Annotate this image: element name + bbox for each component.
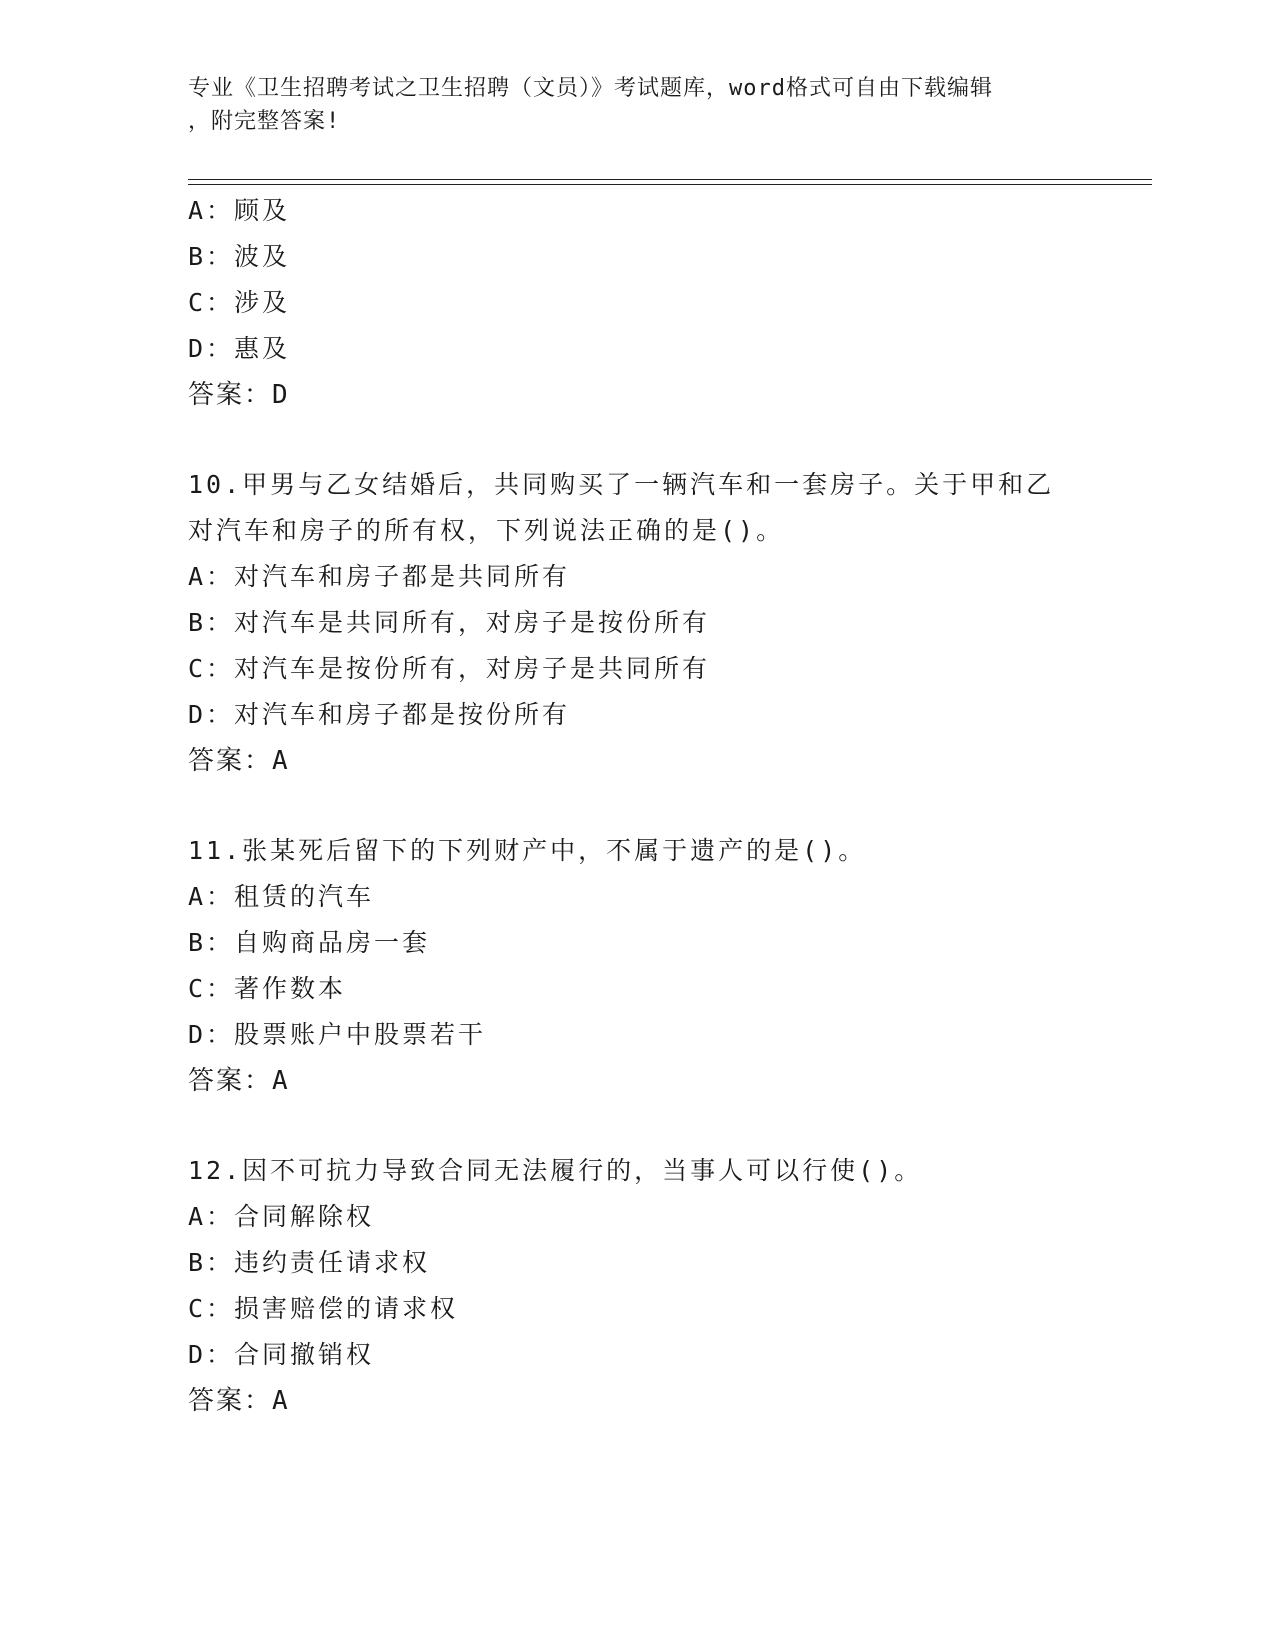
- question-11: [188, 828, 1152, 1104]
- header-divider-bottom: [188, 184, 1152, 185]
- option-d: D：对汽车和房子都是按份所有: [188, 700, 571, 729]
- option-d: D：股票账户中股票若干: [188, 1020, 487, 1049]
- answer: 答案：A: [188, 1386, 290, 1416]
- option-a: A：对汽车和房子都是共同所有: [188, 562, 571, 591]
- answer: 答案：A: [188, 746, 290, 776]
- option-c: C：对汽车是按份所有，对房子是共同所有: [188, 654, 711, 683]
- question-list: [188, 188, 1152, 1424]
- document-header: [188, 72, 1068, 138]
- question-stem: 12.因不可抗力导致合同无法履行的，当事人可以行使()。: [188, 1156, 923, 1185]
- option-c: C：著作数本: [188, 974, 347, 1003]
- answer: 答案：A: [188, 1066, 290, 1096]
- question-12: [188, 1148, 1152, 1424]
- question-stem-line-2: 对汽车和房子的所有权，下列说法正确的是()。: [188, 516, 785, 545]
- question-stem-line-1: 10.甲男与乙女结婚后，共同购买了一辆汽车和一套房子。关于甲和乙: [188, 470, 1055, 499]
- answer: 答案：D: [188, 380, 290, 410]
- option-d: D：惠及: [188, 334, 291, 363]
- question-10: [188, 462, 1152, 784]
- option-b: B：波及: [188, 242, 291, 271]
- question-stem: 11.张某死后留下的下列财产中，不属于遗产的是()。: [188, 836, 867, 865]
- option-a: A：租赁的汽车: [188, 882, 375, 911]
- question-9: [188, 188, 1152, 418]
- option-b: B：自购商品房一套: [188, 928, 431, 957]
- option-c: C：涉及: [188, 288, 291, 317]
- option-d: D：合同撤销权: [188, 1340, 375, 1369]
- header-line-2: ，附完整答案!: [188, 109, 341, 134]
- header-divider-top: [188, 179, 1152, 180]
- option-a: A：顾及: [188, 196, 291, 225]
- option-c: C：损害赔偿的请求权: [188, 1294, 459, 1323]
- option-b: B：对汽车是共同所有，对房子是按份所有: [188, 608, 711, 637]
- option-b: B：违约责任请求权: [188, 1248, 431, 1277]
- option-a: A：合同解除权: [188, 1202, 375, 1231]
- header-line-1: 专业《卫生招聘考试之卫生招聘（文员）》考试题库，word格式可自由下载编辑: [188, 76, 993, 101]
